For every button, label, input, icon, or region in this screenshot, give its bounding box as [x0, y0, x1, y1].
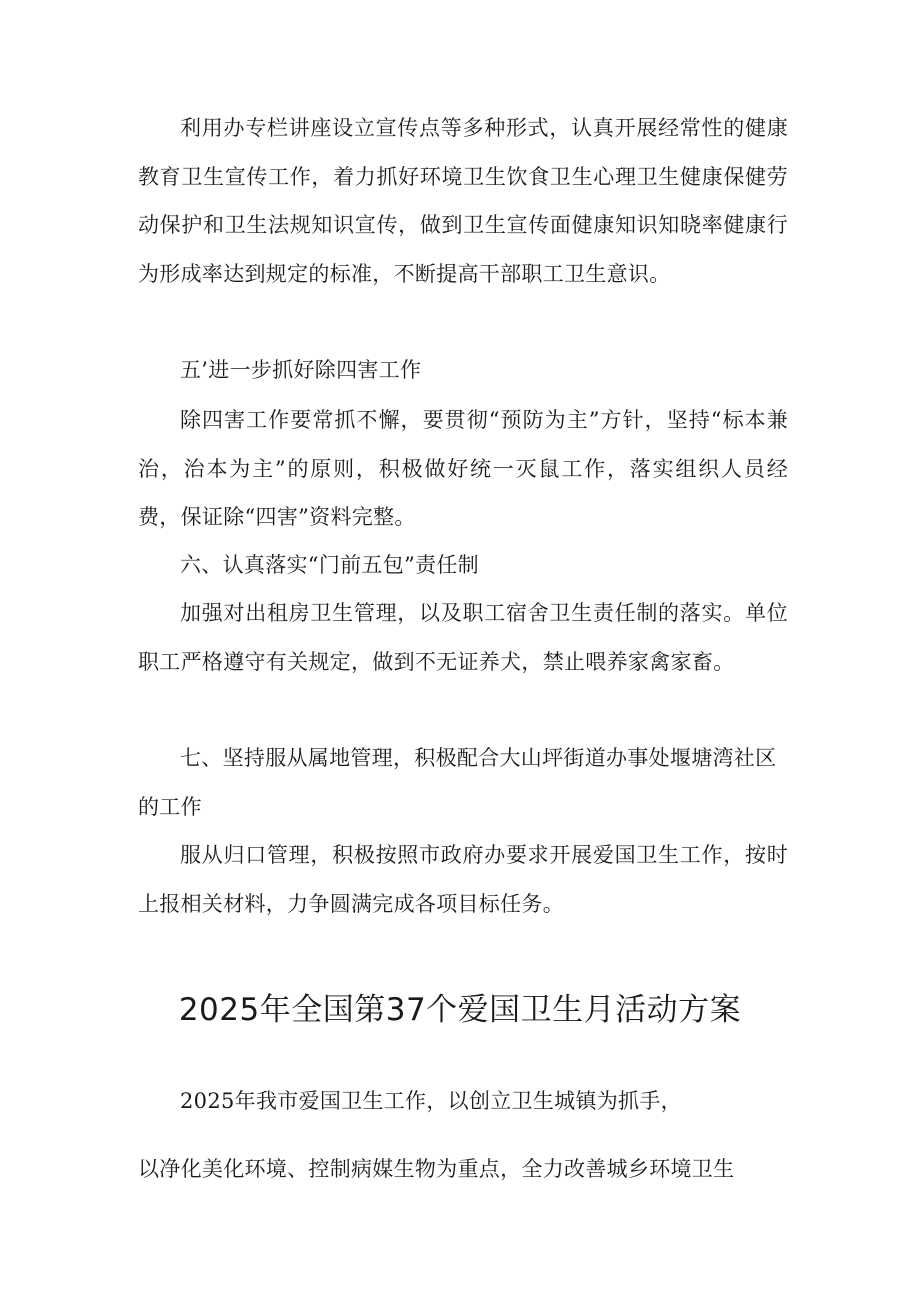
paragraph-pest-control: 除四害工作要常抓不懈，要贯彻“预防为主”方针，坚持“标本兼治，治本为主”的原则，积极做好统一灭鼠工作，落实组织人员经费，保证除“四害”资料完整。	[138, 408, 788, 529]
intro-line-2: 以净化美化环境、控制病媒生物为重点，全力改善城乡环境卫生	[138, 1157, 735, 1181]
intro-line-1: 2025年我市爱国卫生工作，以创立卫生城镇为抓手，	[180, 1089, 682, 1113]
paragraph-health-education: 利用办专栏讲座设立宣传点等多种形式，认真开展经常性的健康教育卫生宣传工作，着力抓好环境卫生饮食卫生心理卫生健康保健劳动保护和卫生法规知识宣传，做到卫生宣传面健康知识知晓率健康行为形成率达到规定的标准，不断提高干部职工卫生意识。	[138, 116, 788, 286]
section-heading-pest-control: 五’进一步抓好除四害工作	[180, 358, 422, 382]
section-heading-local-management: 七、坚持服从属地管理，积极配合大山坪街道办事处堰塘湾社区的工作	[138, 746, 777, 819]
paragraph-door-responsibility: 加强对出租房卫生管理，以及职工宿舍卫生责任制的落实。单位职工严格遵守有关规定，做到不无证养犬，禁止喂养家禽家畜。	[138, 601, 788, 674]
paragraph-local-management: 服从归口管理，积极按照市政府办要求开展爱国卫生工作，按时上报相关材料，力争圆满完成各项目标任务。	[138, 843, 788, 916]
document-title: 2025年全国第37个爱国卫生月活动方案	[178, 992, 742, 1028]
section-heading-door-responsibility: 六、认真落实“门前五包”责任制	[180, 553, 479, 577]
